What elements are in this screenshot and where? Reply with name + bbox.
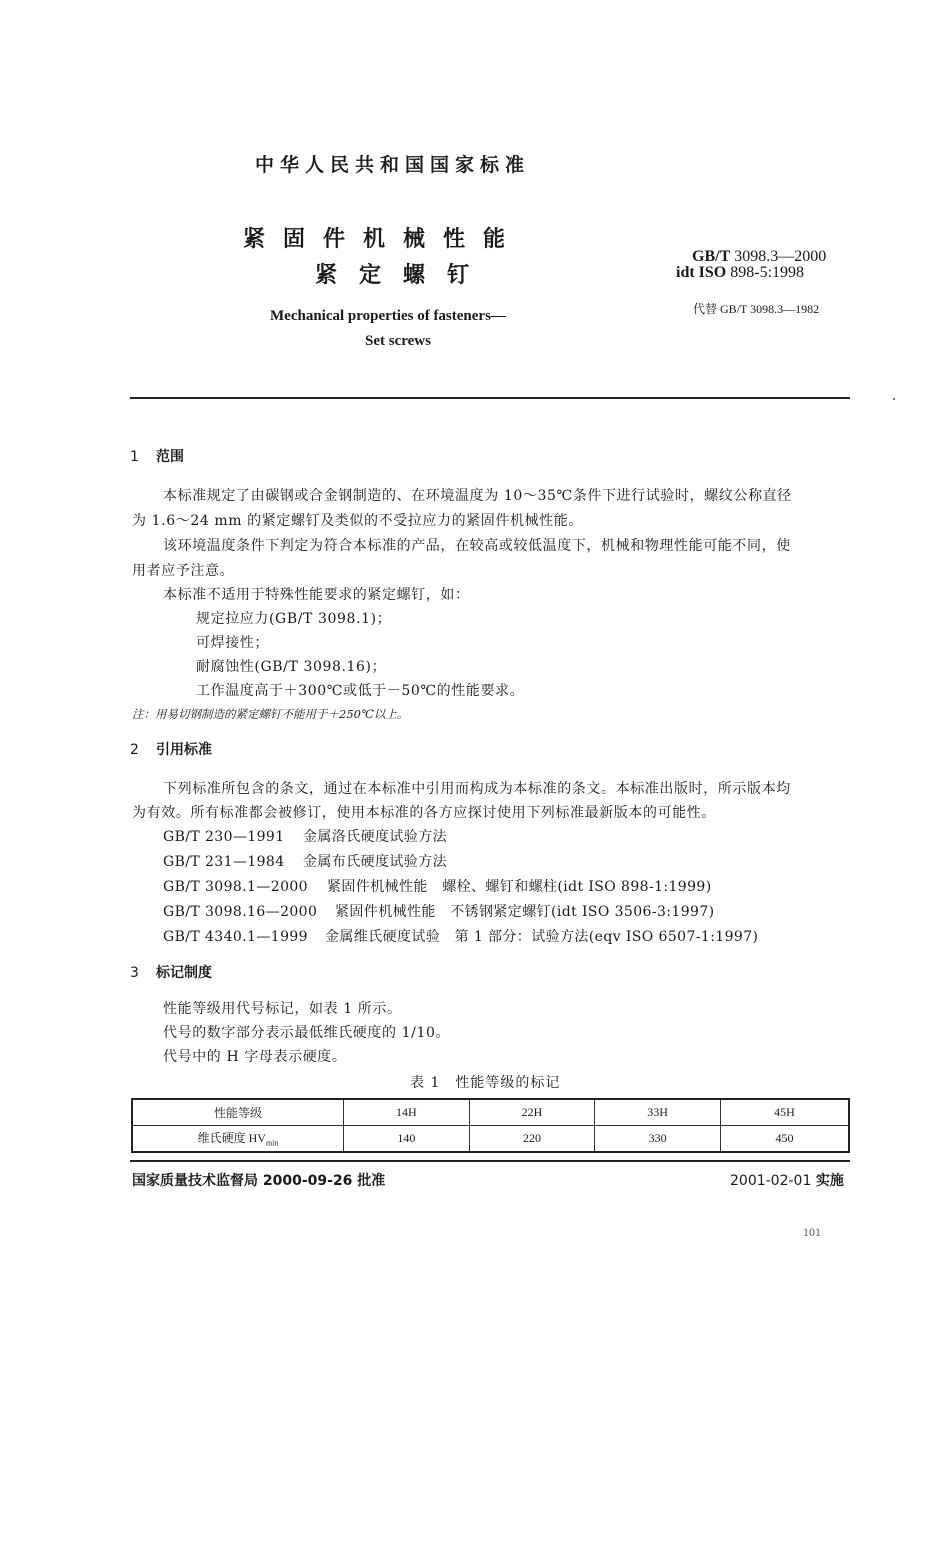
title-cn-line2: 紧定螺钉 — [315, 263, 492, 288]
table-cell: 220 — [469, 1126, 595, 1153]
idt-code — [676, 264, 804, 282]
reference-item — [163, 926, 758, 946]
table-caption: 表 1 性能等级的标记 — [410, 1075, 561, 1091]
table-cell: 22H — [469, 1099, 595, 1126]
effective-label: 实施 — [815, 1173, 844, 1189]
section1-para2-line2: 用者应予注意。 — [132, 563, 235, 579]
header-divider — [130, 397, 850, 399]
scan-speck — [893, 398, 895, 400]
reference-title: 紧固件机械性能 螺栓、螺钉和螺柱(idt ISO 898-1:1999) — [327, 879, 712, 895]
table-row — [132, 1126, 849, 1153]
section3-line: 代号中的 H 字母表示硬度。 — [163, 1049, 347, 1065]
section3-line: 性能等级用代号标记，如表 1 所示。 — [163, 1001, 402, 1017]
section1-para3: 本标准不适用于特殊性能要求的紧定螺钉，如： — [163, 587, 470, 603]
reference-item — [163, 851, 447, 871]
section3-title: 标记制度 — [156, 965, 212, 981]
standard-code-number: 3098.3—2000 — [730, 248, 827, 265]
property-class-table — [131, 1098, 850, 1153]
reference-code: GB/T 231—1984 — [163, 854, 285, 870]
title-en-line1: Mechanical properties of fasteners— — [270, 308, 506, 324]
section1-para1-line1: 本标准规定了由碳钢或合金钢制造的、在环境温度为 10～35℃条件下进行试验时，螺纹公称直径 — [163, 488, 792, 504]
reference-title: 金属维氏硬度试验 第 1 部分：试验方法(eqv ISO 6507-1:1997) — [325, 929, 759, 945]
section1-note: 注：用易切钢制造的紧定螺钉不能用于＋250℃以上。 — [132, 707, 409, 721]
reference-title: 金属布氏硬度试验方法 — [303, 854, 447, 870]
table-cell: 330 — [595, 1126, 721, 1153]
table-cell: 450 — [720, 1126, 849, 1153]
table-header-cell: 性能等级 — [132, 1099, 344, 1126]
hardness-subscript: min — [265, 1138, 279, 1148]
section1-heading — [130, 446, 184, 466]
section3-heading — [130, 962, 212, 982]
reference-code: GB/T 3098.16—2000 — [163, 904, 318, 920]
section2-number: 2 — [130, 742, 139, 758]
section2-para-line1: 下列标准所包含的条文，通过在本标准中引用而构成为本标准的条文。本标准出版时，所示版本均 — [163, 781, 791, 797]
reference-item — [163, 876, 712, 896]
reference-title: 紧固件机械性能 不锈钢紧定螺钉(idt ISO 3506-3:1997) — [335, 904, 715, 920]
table-cell: 140 — [344, 1126, 470, 1153]
title-en-line2: Set screws — [365, 333, 431, 349]
section1-item: 可焊接性； — [196, 635, 269, 651]
reference-item — [163, 826, 447, 846]
section1-para1-line2: 为 1.6～24 mm 的紧定螺钉及类似的不受拉应力的紧固件机械性能。 — [132, 513, 583, 529]
reference-code: GB/T 230—1991 — [163, 829, 285, 845]
effective-date: 2001-02-01 — [730, 1173, 812, 1189]
idt-code-number: 898-5:1998 — [726, 264, 805, 281]
section3-line: 代号的数字部分表示最低维氏硬度的 1/10。 — [163, 1025, 451, 1041]
section1-item: 耐腐蚀性(GB/T 3098.16)； — [196, 659, 387, 675]
table-cell: 45H — [720, 1099, 849, 1126]
footer-divider — [130, 1160, 850, 1162]
section1-item: 规定拉应力(GB/T 3098.1)； — [196, 611, 392, 627]
table-cell: 33H — [595, 1099, 721, 1126]
reference-code: GB/T 3098.1—2000 — [163, 879, 308, 895]
reference-item — [163, 901, 715, 921]
section1-para2-line1: 该环境温度条件下判定为符合本标准的产品，在较高或较低温度下，机械和物理性能可能不同，使 — [163, 538, 791, 554]
table-cell: 14H — [344, 1099, 470, 1126]
hardness-label: 维氏硬度 HV — [197, 1131, 266, 1146]
section3-number: 3 — [130, 965, 139, 981]
standard-code-prefix: GB/T — [692, 248, 731, 265]
section2-heading — [130, 739, 212, 759]
section2-title: 引用标准 — [156, 742, 212, 758]
section1-number: 1 — [130, 449, 139, 465]
section1-item: 工作温度高于＋300℃或低于－50℃的性能要求。 — [196, 683, 525, 699]
approval-line: 国家质量技术监督局 2000-09-26 批准 — [132, 1173, 386, 1189]
table-row — [132, 1099, 849, 1126]
table-header-cell — [132, 1126, 344, 1153]
effective-line — [730, 1170, 844, 1190]
section2-para-line2: 为有效。所有标准都会被修订，使用本标准的各方应探讨使用下列标准最新版本的可能性。 — [132, 805, 716, 821]
title-cn-line1: 紧固件机械性能 — [243, 227, 524, 252]
standard-title: 中华人民共和国国家标准 — [255, 154, 531, 176]
idt-code-prefix: idt ISO — [676, 264, 727, 281]
section1-title: 范围 — [156, 449, 184, 465]
replaces-code: 代替 GB/T 3098.3—1982 — [693, 302, 820, 316]
reference-title: 金属洛氏硬度试验方法 — [303, 829, 447, 845]
page-number: 101 — [803, 1225, 821, 1239]
reference-code: GB/T 4340.1—1999 — [163, 929, 308, 945]
